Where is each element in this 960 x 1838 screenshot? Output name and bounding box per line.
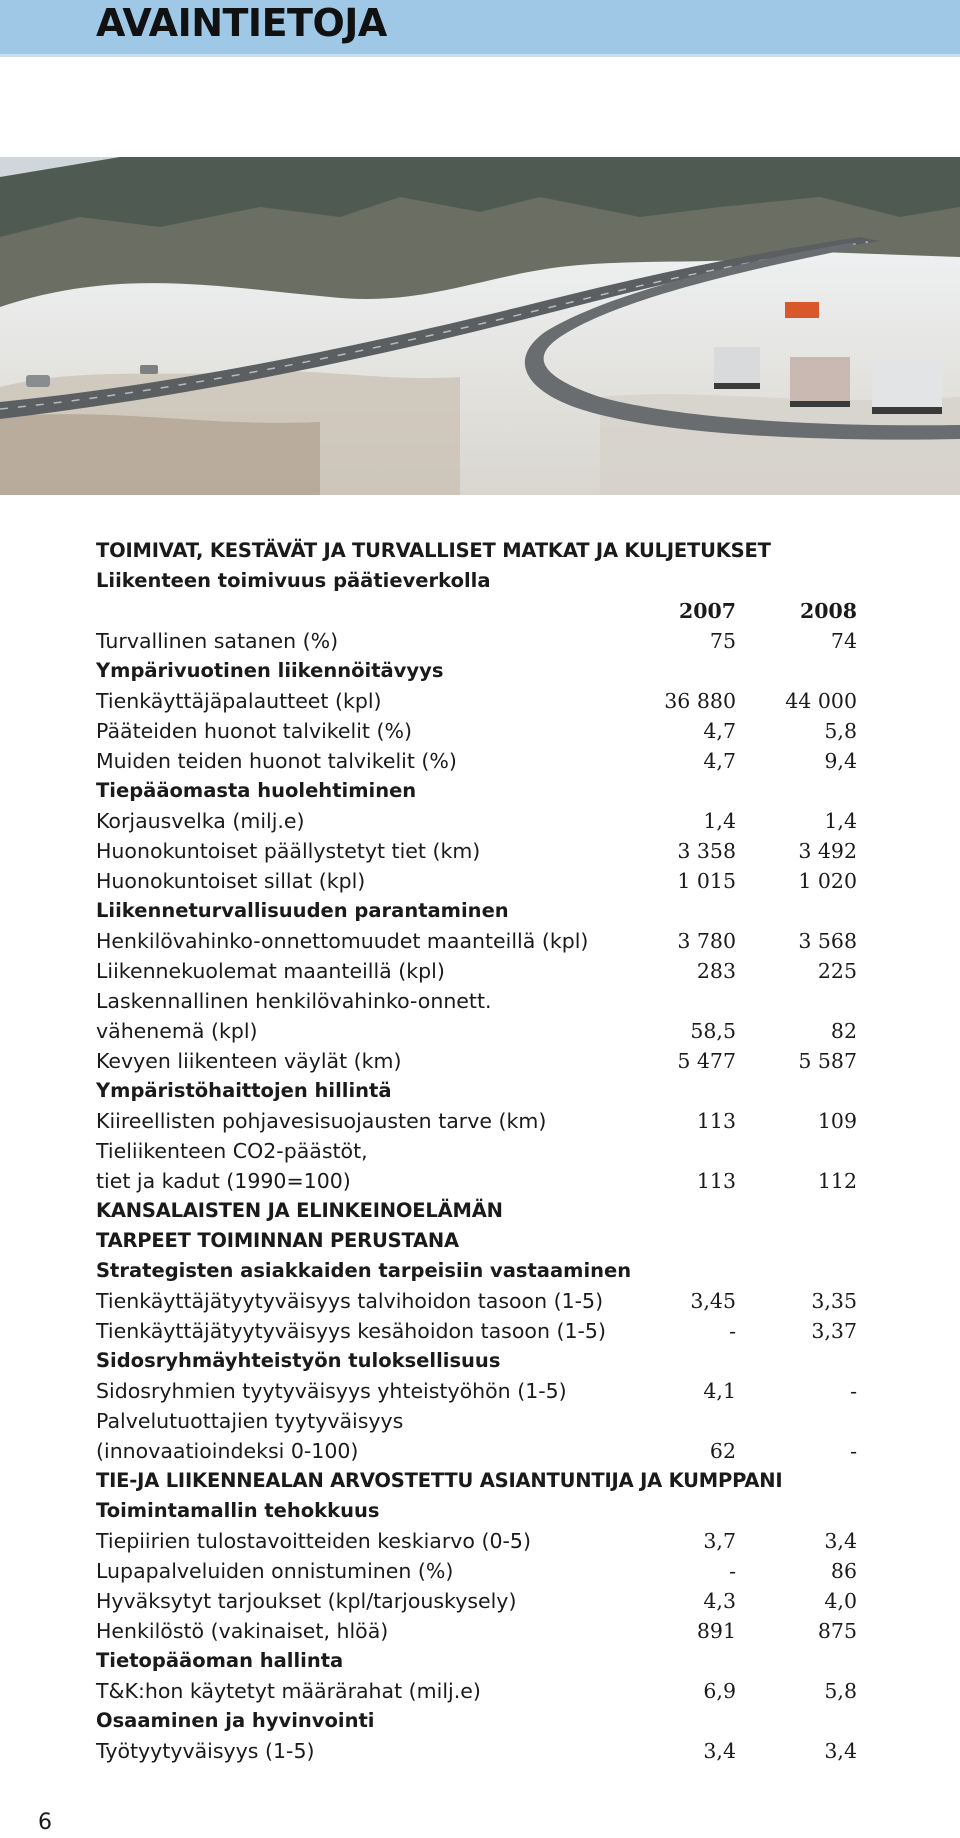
row-label: Osaaminen ja hyvinvointi <box>96 1709 375 1732</box>
value-2007: 3 358 <box>677 839 736 863</box>
subsection-heading-row <box>96 1706 862 1736</box>
row-label: Korjausvelka (milj.e) <box>96 809 305 833</box>
table-row <box>96 806 862 836</box>
value-2008: 3,4 <box>824 1529 857 1553</box>
table-row <box>96 1286 862 1316</box>
value-2007: 3,7 <box>703 1529 736 1553</box>
subsection-heading-row <box>96 1256 862 1286</box>
row-label: Henkilöstö (vakinaiset, hlöä) <box>96 1619 389 1643</box>
row-label: Toimintamallin tehokkuus <box>96 1499 380 1522</box>
row-label: Liikenteen toimivuus päätieverkolla <box>96 569 491 592</box>
row-label: Tietopääoman hallinta <box>96 1649 344 1672</box>
row-label: KANSALAISTEN JA ELINKEINOELÄMÄN <box>96 1199 503 1222</box>
table-row <box>96 1376 862 1406</box>
row-label: Muiden teiden huonot talvikelit (%) <box>96 749 457 773</box>
table-row <box>96 1106 862 1136</box>
row-label: Kiireellisten pohjavesisuojausten tarve (km) <box>96 1109 547 1133</box>
value-2007: 4,7 <box>703 749 736 773</box>
value-2008: 5 587 <box>798 1049 857 1073</box>
value-2008: 5,8 <box>824 1679 857 1703</box>
subsection-heading-row <box>96 776 862 806</box>
row-label: Strategisten asiakkaiden tarpeisiin vastaaminen <box>96 1259 632 1282</box>
row-label: TARPEET TOIMINNAN PERUSTANA <box>96 1229 459 1252</box>
row-label: Sidosryhmäyhteistyön tuloksellisuus <box>96 1349 501 1372</box>
section-heading-row <box>96 1466 862 1496</box>
value-2007: 113 <box>696 1169 736 1193</box>
table-row <box>96 1676 862 1706</box>
table-row <box>96 1436 862 1466</box>
subsection-heading-row <box>96 1646 862 1676</box>
row-label: Turvallinen satanen (%) <box>96 629 339 653</box>
table-row <box>96 716 862 746</box>
page-title: AVAINTIETOJA <box>96 1 387 45</box>
subsection-heading-row <box>96 656 862 686</box>
winter-highway-photo <box>0 157 960 495</box>
row-label: Tieliikenteen CO2-päästöt, <box>96 1139 368 1163</box>
value-2008: 1,4 <box>824 809 857 833</box>
row-label: Ympäristöhaittojen hillintä <box>96 1079 392 1102</box>
value-2008: 3,37 <box>811 1319 857 1343</box>
row-label: Palvelutuottajien tyytyväisyys <box>96 1409 404 1433</box>
value-2008: 3,4 <box>824 1739 857 1763</box>
row-label: Tiepiirien tulostavoitteiden keskiarvo (0-5) <box>96 1529 531 1553</box>
value-2008: 9,4 <box>824 749 857 773</box>
table-row <box>96 926 862 956</box>
value-2007: 3 780 <box>677 929 736 953</box>
table-row <box>96 1616 862 1646</box>
subsection-heading-row <box>96 1346 862 1376</box>
table-row <box>96 1136 862 1166</box>
value-2007: - <box>729 1319 736 1343</box>
value-2008: 4,0 <box>824 1589 857 1613</box>
subsection-heading-row <box>96 1496 862 1526</box>
page-number: 6 <box>38 1810 52 1835</box>
row-label: Ympärivuotinen liikennöitävyys <box>96 659 444 682</box>
value-2007: 3,45 <box>690 1289 736 1313</box>
section-heading-row <box>96 1226 862 1256</box>
value-2007: 36 880 <box>664 689 736 713</box>
row-label: Henkilövahinko-onnettomuudet maanteillä (kpl) <box>96 929 589 953</box>
row-label: Tienkäyttäjätyytyväisyys kesähoidon tasoon (1-5) <box>96 1319 606 1343</box>
value-2007: 1,4 <box>703 809 736 833</box>
key-figures-table <box>96 536 862 1766</box>
value-2007: 113 <box>696 1109 736 1133</box>
section-heading-row <box>96 536 862 566</box>
value-2007: 2007 <box>678 599 736 623</box>
row-label: Sidosryhmien tyytyväisyys yhteistyöhön (1-5) <box>96 1379 567 1403</box>
subsection-heading-row <box>96 896 862 926</box>
year-header-row <box>96 596 862 626</box>
row-label: Kevyen liikenteen väylät (km) <box>96 1049 402 1073</box>
value-2008: 3,35 <box>811 1289 857 1313</box>
subsection-heading-row <box>96 566 862 596</box>
value-2007: - <box>729 1559 736 1583</box>
value-2007: 1 015 <box>677 869 736 893</box>
row-label: Laskennallinen henkilövahinko-onnett. <box>96 989 492 1013</box>
value-2008: 225 <box>817 959 857 983</box>
table-row <box>96 1586 862 1616</box>
value-2008: 3 492 <box>798 839 857 863</box>
table-row <box>96 1046 862 1076</box>
row-label: Huonokuntoiset sillat (kpl) <box>96 869 366 893</box>
row-label: Liikennekuolemat maanteillä (kpl) <box>96 959 445 983</box>
table-row <box>96 866 862 896</box>
table-row <box>96 686 862 716</box>
value-2007: 3,4 <box>703 1739 736 1763</box>
header-divider <box>0 54 960 57</box>
value-2008: 5,8 <box>824 719 857 743</box>
table-row <box>96 1526 862 1556</box>
row-label: Tienkäyttäjäpalautteet (kpl) <box>96 689 382 713</box>
value-2008: 875 <box>817 1619 857 1643</box>
table-row <box>96 986 862 1016</box>
value-2008: 74 <box>830 629 857 653</box>
table-row <box>96 1406 862 1436</box>
row-label: Liikenneturvallisuuden parantaminen <box>96 899 509 922</box>
value-2008: 2008 <box>799 599 857 623</box>
value-2008: 109 <box>817 1109 857 1133</box>
subsection-heading-row <box>96 1076 862 1106</box>
table-row <box>96 956 862 986</box>
value-2007: 58,5 <box>690 1019 736 1043</box>
value-2008: 3 568 <box>798 929 857 953</box>
value-2007: 5 477 <box>677 1049 736 1073</box>
table-row <box>96 626 862 656</box>
table-row <box>96 1556 862 1586</box>
row-label: Tienkäyttäjätyytyväisyys talvihoidon tasoon (1-5) <box>96 1289 604 1313</box>
value-2008: 82 <box>830 1019 857 1043</box>
value-2007: 283 <box>696 959 736 983</box>
value-2007: 4,7 <box>703 719 736 743</box>
row-label: (innovaatioindeksi 0-100) <box>96 1439 359 1463</box>
table-row <box>96 746 862 776</box>
row-label: Tiepääomasta huolehtiminen <box>96 779 417 802</box>
row-label: Pääteiden huonot talvikelit (%) <box>96 719 412 743</box>
value-2008: 44 000 <box>785 689 857 713</box>
value-2008: 86 <box>830 1559 857 1583</box>
row-label: T&K:hon käytetyt määrärahat (milj.e) <box>96 1679 481 1703</box>
value-2007: 75 <box>709 629 736 653</box>
row-label: Hyväksytyt tarjoukset (kpl/tarjouskysely) <box>96 1589 517 1613</box>
row-label: tiet ja kadut (1990=100) <box>96 1169 351 1193</box>
table-row <box>96 836 862 866</box>
row-label: TOIMIVAT, KESTÄVÄT JA TURVALLISET MATKAT JA KULJETUKSET <box>96 539 771 562</box>
value-2007: 6,9 <box>703 1679 736 1703</box>
value-2008: 1 020 <box>798 869 857 893</box>
table-row <box>96 1316 862 1346</box>
table-row <box>96 1016 862 1046</box>
table-row <box>96 1736 862 1766</box>
row-label: Työtyytyväisyys (1-5) <box>96 1739 315 1763</box>
section-heading-row <box>96 1196 862 1226</box>
row-label: TIE-JA LIIKENNEALAN ARVOSTETTU ASIANTUNTIJA JA KUMPPANI <box>96 1469 783 1492</box>
value-2008: 112 <box>817 1169 857 1193</box>
value-2007: 4,3 <box>703 1589 736 1613</box>
table-row <box>96 1166 862 1196</box>
value-2007: 62 <box>709 1439 736 1463</box>
value-2008: - <box>850 1379 857 1403</box>
value-2007: 891 <box>696 1619 736 1643</box>
row-label: Huonokuntoiset päällystetyt tiet (km) <box>96 839 481 863</box>
row-label: vähenemä (kpl) <box>96 1019 258 1043</box>
value-2007: 4,1 <box>703 1379 736 1403</box>
row-label: Lupapalveluiden onnistuminen (%) <box>96 1559 454 1583</box>
value-2008: - <box>850 1439 857 1463</box>
